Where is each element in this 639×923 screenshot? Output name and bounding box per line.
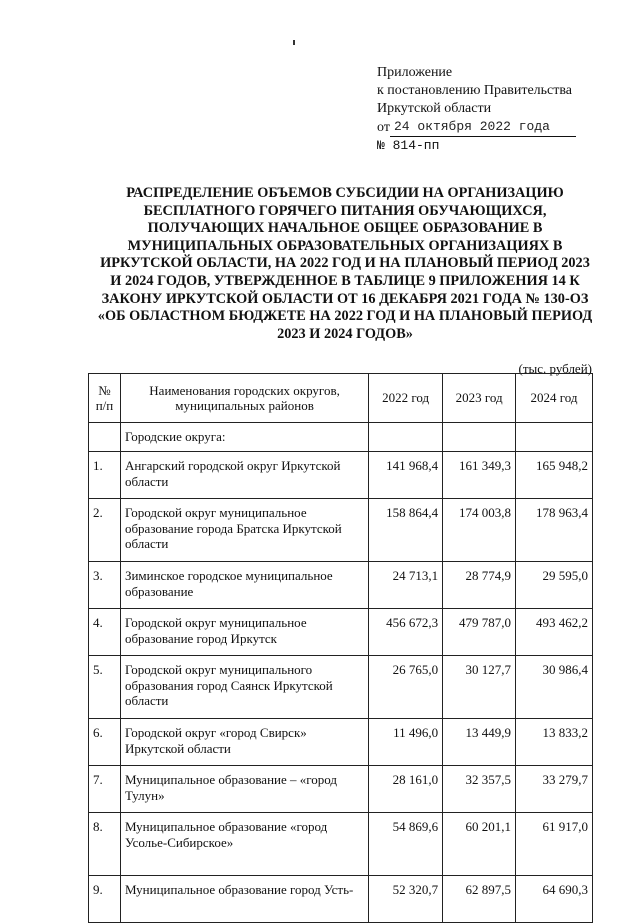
row-number: 8. [89, 813, 121, 876]
row-value-2023: 32 357,5 [443, 766, 516, 813]
row-value-2022: 11 496,0 [369, 719, 443, 766]
row-number: 7. [89, 766, 121, 813]
row-value-2024: 165 948,2 [516, 452, 593, 499]
document-number: № 814-пп [377, 138, 440, 153]
table-row [89, 813, 593, 876]
row-value-2023: 60 201,1 [443, 813, 516, 876]
row-number: 1. [89, 452, 121, 499]
table-row [89, 609, 593, 656]
row-value-2022: 28 161,0 [369, 766, 443, 813]
subsidy-table [88, 373, 593, 923]
row-name: Муниципальное образование город Усть- [120, 876, 368, 923]
row-value-2023: 174 003,8 [443, 499, 516, 562]
row-value-2023: 13 449,9 [443, 719, 516, 766]
row-value-2024: 33 279,7 [516, 766, 593, 813]
row-name: Муниципальное образование – «город Тулун» [120, 766, 368, 813]
row-name: Городской округ муниципальное образование город Иркутск [120, 609, 368, 656]
row-value-2023: 161 349,3 [443, 452, 516, 499]
row-value-2024: 178 963,4 [516, 499, 593, 562]
table-row [89, 499, 593, 562]
table-row [89, 719, 593, 766]
row-value-2024: 13 833,2 [516, 719, 593, 766]
row-value-2022: 141 968,4 [369, 452, 443, 499]
table-row [89, 656, 593, 719]
row-name: Зиминское городское муниципальное образование [120, 562, 368, 609]
col-header-name: Наименования городских округов, муниципальных районов [120, 374, 368, 423]
row-name: Городской округ муниципальное образование города Братска Иркутской области [120, 499, 368, 562]
table-row [89, 562, 593, 609]
header-line-resolution: к постановлению Правительства [377, 83, 573, 98]
row-number: 9. [89, 876, 121, 923]
col-header-2023: 2023 год [443, 374, 516, 423]
table-row [89, 876, 593, 923]
row-value-2023: 479 787,0 [443, 609, 516, 656]
row-number: 3. [89, 562, 121, 609]
header-line-region: Иркутской области [377, 101, 492, 116]
row-name: Ангарский городской округ Иркутской области [120, 452, 368, 499]
row-value-2022: 158 864,4 [369, 499, 443, 562]
header-date-row [377, 118, 576, 137]
date-prefix: от [377, 120, 390, 135]
row-value-2024: 30 986,4 [516, 656, 593, 719]
header-line-appendix: Приложение [377, 65, 453, 80]
row-name: Городской округ муниципального образования город Саянск Иркутской области [120, 656, 368, 719]
row-value-2023: 28 774,9 [443, 562, 516, 609]
scan-mark [293, 40, 295, 45]
table-row [89, 452, 593, 499]
row-value-2022: 52 320,7 [369, 876, 443, 923]
table-header-row [89, 374, 593, 423]
date-value: 24 октября 2022 года [390, 118, 576, 137]
col-header-2022: 2022 год [369, 374, 443, 423]
row-name: Городской округ «город Свирск» Иркутской области [120, 719, 368, 766]
units-label: (тыс. рублей) [518, 361, 592, 376]
col-header-2024: 2024 год [516, 374, 593, 423]
row-number: 5. [89, 656, 121, 719]
row-value-2024: 29 595,0 [516, 562, 593, 609]
row-number: 4. [89, 609, 121, 656]
row-value-2022: 54 869,6 [369, 813, 443, 876]
row-value-2023: 30 127,7 [443, 656, 516, 719]
row-value-2024: 64 690,3 [516, 876, 593, 923]
row-number: 6. [89, 719, 121, 766]
document-header [377, 64, 576, 155]
row-value-2024: 61 917,0 [516, 813, 593, 876]
row-value-2022: 456 672,3 [369, 609, 443, 656]
row-value-2024: 493 462,2 [516, 609, 593, 656]
table-row [89, 766, 593, 813]
row-number: 2. [89, 499, 121, 562]
row-value-2022: 26 765,0 [369, 656, 443, 719]
row-name: Муниципальное образование «город Усолье-Сибирское» [120, 813, 368, 876]
section-label: Городские округа: [120, 423, 368, 452]
table-section-row [89, 423, 593, 452]
row-value-2023: 62 897,5 [443, 876, 516, 923]
document-title: РАСПРЕДЕЛЕНИЕ ОБЪЕМОВ СУБСИДИИ НА ОРГАНИЗАЦИЮ БЕСПЛАТНОГО ГОРЯЧЕГО ПИТАНИЯ ОБУЧАЮЩИХСЯ, ПОЛУЧАЮЩИХ НАЧАЛЬНОЕ ОБЩЕЕ ОБРАЗОВАНИЕ В МУНИЦИПАЛЬНЫХ ОБРАЗОВАТЕЛЬНЫХ ОРГАНИЗАЦИЯХ В ИРКУТСКОЙ ОБЛАСТИ, НА 2022 ГОД И НА ПЛАНОВЫЙ ПЕРИОД 2023 И 2024 ГОДОВ, УТВЕРЖДЕННОЕ В ТАБЛИЦЕ 9 ПРИЛОЖЕНИЯ 14 К ЗАКОНУ ИРКУТСКОЙ ОБЛАСТИ ОТ 16 ДЕКАБРЯ 2021 ГОДА № 130-ОЗ «ОБ ОБЛАСТНОМ БЮДЖЕТЕ НА 2022 ГОД И НА ПЛАНОВЫЙ ПЕРИОД 2023 И 2024 ГОДОВ» [97, 185, 593, 342]
col-header-number: № п/п [89, 374, 121, 423]
row-value-2022: 24 713,1 [369, 562, 443, 609]
